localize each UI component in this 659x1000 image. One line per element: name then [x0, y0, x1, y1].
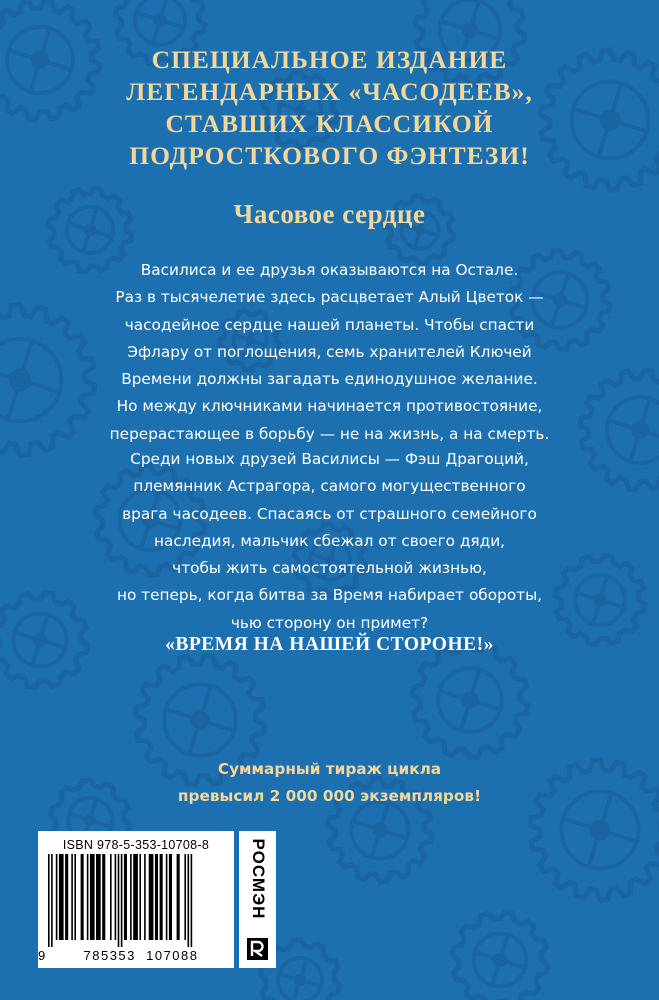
paragraph-line: но теперь, когда битва за Время набирает обороты,: [116, 586, 543, 605]
circulation-note: [0, 756, 659, 810]
paragraph-line: Василиса и ее друзья оказываются на Остале.: [140, 261, 519, 279]
paragraph-line: Раз в тысячелетие здесь расцветает Алый Цветок —: [115, 288, 544, 307]
headline-line: СПЕЦИАЛЬНОЕ ИЗДАНИЕ: [151, 45, 508, 74]
paragraph-line: чтобы жить самостоятельной жизнью,: [172, 559, 487, 578]
promo-headline: [0, 44, 659, 172]
headline-line: ПОДРОСТКОВОГО ФЭНТЕЗИ!: [129, 141, 530, 170]
description-paragraph-1: [0, 257, 659, 448]
tagline: «ВРЕМЯ НА НАШЕЙ СТОРОНЕ!»: [165, 634, 494, 655]
publisher-name: РОСМЭН: [248, 838, 268, 920]
paragraph-line: чью сторону он примет?: [230, 613, 429, 632]
description-paragraph-2: [0, 446, 659, 637]
paragraph-line: наследия, мальчик сбежал от своего дяди,: [154, 531, 505, 550]
paragraph-line: племянник Астрагора, самого могущественного: [133, 477, 526, 496]
paragraph-line: Но между ключниками начинается противостояние,: [116, 397, 543, 416]
paragraph-line: Времени должны загадать единодушное желание.: [121, 370, 538, 389]
rosman-logo-icon: [247, 938, 268, 960]
paragraph-line: перерастающее в борьбу — не на жизнь, а на смерть.: [109, 424, 550, 443]
book-title: Часовое сердце: [233, 199, 426, 229]
isbn-barcode-panel: [38, 831, 234, 968]
publisher-panel: [239, 831, 276, 968]
ean-first-digit: 9: [38, 948, 46, 963]
paragraph-line: Среди новых друзей Василисы — Фэш Драгоций,: [130, 450, 529, 468]
paragraph-line: Эфлару от поглощения, семь хранителей Ключей: [127, 342, 532, 361]
barcode-bars: [46, 854, 227, 947]
headline-line: ЛЕГЕНДАРНЫХ «ЧАСОДЕЕВ»,: [126, 77, 533, 106]
circulation-line: превысил 2 000 000 экземпляров!: [177, 787, 482, 805]
paragraph-line: часодейное сердце нашей планеты. Чтобы спасти: [124, 315, 535, 334]
circulation-line: Суммарный тираж цикла: [217, 760, 442, 778]
ean-digits: 785353 107088: [83, 948, 199, 963]
isbn-number: ISBN 978-5-353-10708-8: [62, 838, 210, 852]
paragraph-line: врага часодеев. Спасаясь от страшного семейного: [122, 504, 537, 523]
headline-line: СТАВШИХ КЛАССИКОЙ: [165, 109, 494, 138]
